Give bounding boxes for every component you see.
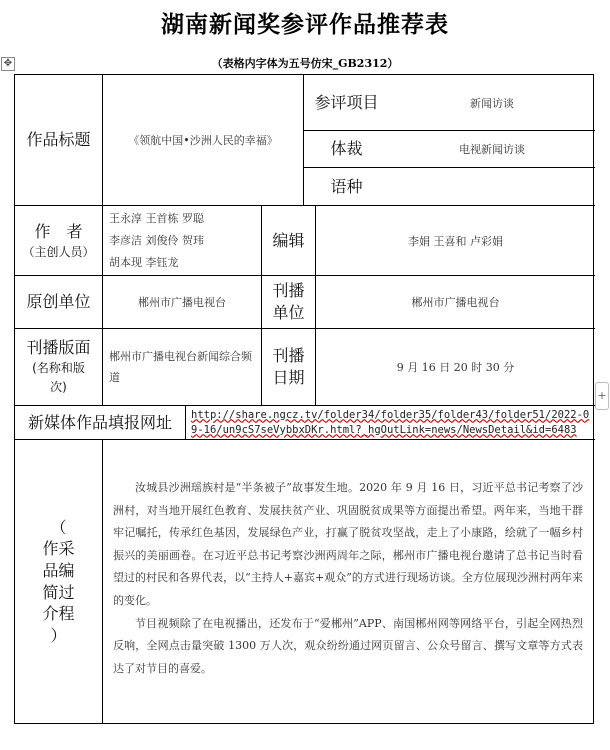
editor-value: 李娟 王喜和 卢彩娟 bbox=[408, 234, 503, 248]
form-title: 湖南新闻奖参评作品推荐表 bbox=[161, 12, 449, 38]
newmedia-url-label: 新媒体作品填报网址 bbox=[27, 412, 172, 432]
intro-label-line: 作采 bbox=[42, 539, 75, 559]
language-value bbox=[389, 168, 595, 205]
author-label-cell bbox=[15, 206, 102, 275]
language-label: 语种 bbox=[330, 176, 363, 196]
intro-label-line: （ bbox=[50, 517, 67, 537]
edition-label: 刊播版面 bbox=[26, 338, 91, 358]
recommendation-table bbox=[14, 74, 594, 724]
editor-label: 编辑 bbox=[272, 230, 305, 250]
intro-label-line: 品编 bbox=[42, 560, 75, 580]
intro-label-line: 介程 bbox=[42, 604, 75, 624]
category-value: 新闻访谈 bbox=[470, 96, 514, 110]
grid-line bbox=[185, 405, 186, 439]
author-line: 李彦洁 刘俊伶 贺玮 bbox=[109, 233, 204, 247]
genre-label: 体裁 bbox=[330, 139, 363, 159]
edition-value: 郴州市广播电视台新闻综合频道 bbox=[109, 350, 252, 384]
author-value bbox=[109, 206, 261, 275]
origin-unit-label: 原创单位 bbox=[26, 292, 91, 312]
category-label: 参评项目 bbox=[314, 92, 379, 112]
add-column-plus-icon[interactable]: + bbox=[595, 382, 609, 410]
table-move-handle-icon[interactable]: ✥ bbox=[1, 57, 15, 71]
intro-paragraph: 汝城县沙洲瑶族村是“半条被子”故事发生地。2020 年 9 月 16 日，习近平总书记考察了沙洲村，对当地开展红色教育、发展扶贫产业、巩固脱贫成果等方面提出希望。两年来，当地干群牢记嘱托，传承红色基因，发展绿色产业，打赢了脱贫攻坚战，走上了小康路，绘就了一幅乡村振兴的美丽画卷。在习近平总书记考察沙洲两周年之际，郴州市广播电视台邀请了总书记当时看望过的村民和各界代表，以“主持人+嘉宾+观众”的方式进行现场访谈。全方位展现沙洲村两年来的变化。 bbox=[113, 481, 583, 607]
intro-text bbox=[113, 477, 583, 680]
publisher-label-line: 刊播 bbox=[272, 281, 305, 301]
author-sublabel: （主创人员） bbox=[22, 244, 95, 259]
work-title-value: 《领航中国•沙洲人民的幸福》 bbox=[128, 134, 278, 147]
intro-label-line: 简过 bbox=[42, 582, 75, 602]
intro-label-line: ） bbox=[50, 625, 67, 645]
edition-sublabel-line: 次) bbox=[50, 379, 67, 394]
publisher-label-line: 单位 bbox=[272, 303, 305, 322]
intro-paragraph: 节目视频除了在电视播出，还发布于“爱郴州”APP、南国郴州网等网络平台，引起全网热烈反响，全网点击量突破 1300 万人次，观众纷纷通过网页留言、公众号留言、撰写文章等方式表达了对节目的喜爱。 bbox=[113, 616, 583, 675]
author-label: 作 者 bbox=[34, 222, 83, 242]
air-date-label-line: 日期 bbox=[272, 368, 305, 387]
origin-unit-value: 郴州市广播电视台 bbox=[138, 296, 226, 309]
author-line: 王永淳 王首栋 罗聪 bbox=[109, 211, 204, 225]
form-subtitle: （表格内字体为五号仿宋_GB2312） bbox=[211, 57, 399, 70]
newmedia-url-link[interactable]: http://share.ngcz.tv/folder34/folder35/folder43/folder51/2022-09-16/un9cS7seVybbxDKr.html?_hgOutLink=news/NewsDetail&id=6483 bbox=[191, 408, 590, 436]
air-date-value: 9 月 16 日 20 时 30 分 bbox=[396, 361, 515, 374]
air-date-label-line: 刊播 bbox=[272, 346, 305, 366]
publisher-value: 郴州市广播电视台 bbox=[411, 296, 500, 309]
intro-label-cell bbox=[15, 440, 102, 723]
newmedia-url-cell bbox=[191, 406, 593, 439]
author-line: 胡本现 李钰龙 bbox=[109, 255, 179, 269]
genre-value: 电视新闻访谈 bbox=[459, 143, 525, 156]
air-date-label-cell bbox=[262, 329, 315, 405]
publisher-label-cell bbox=[262, 276, 315, 328]
grid-line bbox=[102, 439, 103, 723]
edition-label-cell bbox=[15, 329, 102, 405]
work-title-label: 作品标题 bbox=[26, 130, 91, 150]
edition-sublabel-line: (名称和版 bbox=[32, 360, 85, 375]
